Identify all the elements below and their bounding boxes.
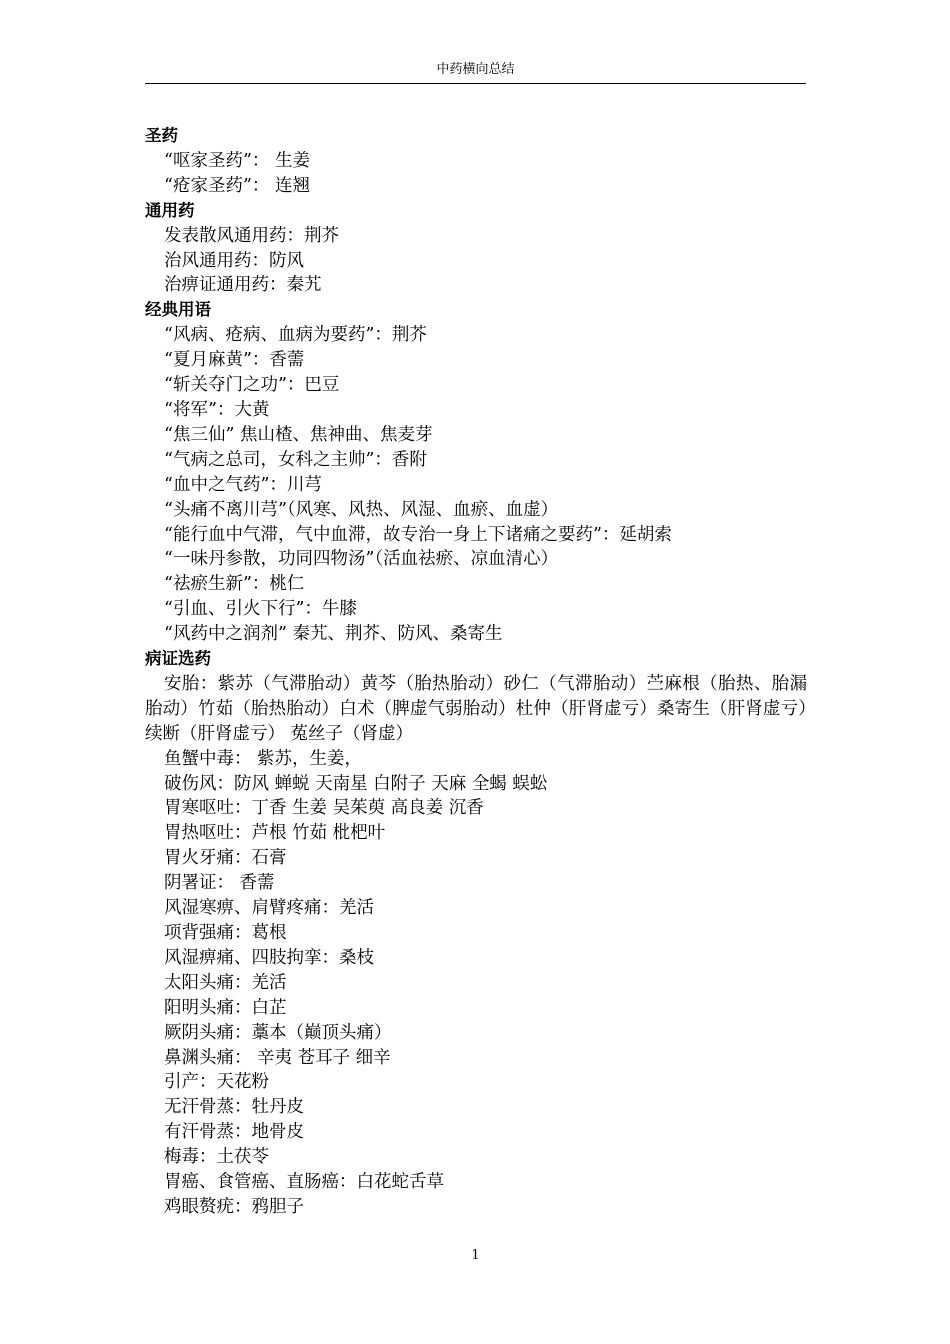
list-item: “焦三仙” 焦山楂、焦神曲、焦麦芽 [164,424,433,445]
section-title: 病证选药 [145,649,211,669]
list-item: “风病、疮病、血病为要药”：荆芥 [164,325,427,346]
list-item: 治风通用药：防风 [164,250,304,271]
document-body [145,124,807,1220]
list-item: 鸡眼赘疣：鸦胆子 [164,1196,304,1217]
list-item: 鱼蟹中毒： 紫苏，生姜， [164,748,363,769]
list-item: “疮家圣药”： 连翘 [164,175,310,196]
list-item: “引血、引火下行”：牛膝 [164,599,357,620]
list-item: 治痹证通用药：秦艽 [164,275,322,296]
list-item: 风湿痹痛、四肢拘挛：桑枝 [164,947,374,968]
list-item: 梅毒：土茯苓 [164,1147,269,1168]
list-item: 胃癌、食管癌、直肠癌：白花蛇舌草 [164,1172,444,1193]
list-item: “斩关夺门之功”：巴豆 [164,375,340,396]
list-item: 引产：天花粉 [164,1072,269,1093]
list-item: 项背强痛：葛根 [164,923,287,943]
section-jing-dian-yong-yu [145,298,807,647]
list-item: 阳明头痛：白芷 [164,997,287,1018]
list-item: “头痛不离川芎”（风寒、风热、风湿、血瘀、血虚） [164,499,559,520]
list-item: 破伤风：防风 蝉蜕 天南星 白附子 天麻 全蝎 蜈蚣 [164,773,548,794]
list-item: “风药中之润剂” 秦艽、荆芥、防风、桑寄生 [164,624,503,645]
section-sheng-yao [145,124,807,199]
list-item: 有汗骨蒸：地骨皮 [164,1122,304,1143]
section-bing-zheng-xuan-yao [145,647,807,1220]
list-item: “呕家圣药”： 生姜 [164,150,310,171]
header-rule [145,83,806,84]
list-item: 太阳头痛：羌活 [164,972,287,993]
list-item: 无汗骨蒸：牡丹皮 [164,1097,304,1118]
list-item: “气病之总司，女科之主帅”：香附 [164,449,427,470]
list-item: 安胎：紫苏（气滞胎动）黄芩（胎热胎动）砂仁（气滞胎动）苎麻根（胎热、胎漏胎动）竹茹（胎热胎动）白术（脾虚气弱胎动）杜仲（肝肾虚亏）桑寄生（肝肾虚亏）续断（肝肾虚亏） 菟丝子（肾虚） [145,673,807,744]
list-item: 厥阴头痛：藁本（巅顶头痛） [164,1022,392,1043]
section-title: 经典用语 [145,300,211,320]
list-item: 阴署证： 香薷 [164,873,275,894]
list-item: 发表散风通用药：荆芥 [164,225,339,246]
list-item: “能行血中气滞，气中血滞，故专治一身上下诸痛之要药”：延胡索 [164,524,672,545]
page-header: 中药横向总结 [436,62,515,77]
list-item: 胃热呕吐：芦根 竹茹 枇杷叶 [164,823,386,844]
list-item: 胃火牙痛：石膏 [164,848,287,869]
list-item: “一味丹参散，功同四物汤”（活血祛瘀、凉血清心） [164,549,559,570]
section-title: 通用药 [145,200,195,220]
list-item: “将军”：大黄 [164,399,270,420]
list-item: “夏月麻黄”：香薷 [164,350,305,371]
list-item: “血中之气药”：川芎 [164,474,322,495]
page-number: 1 [471,1248,480,1263]
list-item: “祛瘀生新”：桃仁 [164,574,305,595]
list-item: 胃寒呕吐：丁香 生姜 吴茱萸 高良姜 沉香 [164,798,484,819]
list-item: 鼻渊头痛： 辛夷 苍耳子 细辛 [164,1047,391,1068]
list-item: 风湿寒痹、肩臂疼痛：羌活 [164,898,374,919]
section-title: 圣药 [145,126,178,145]
section-tong-yong-yao [145,199,807,299]
